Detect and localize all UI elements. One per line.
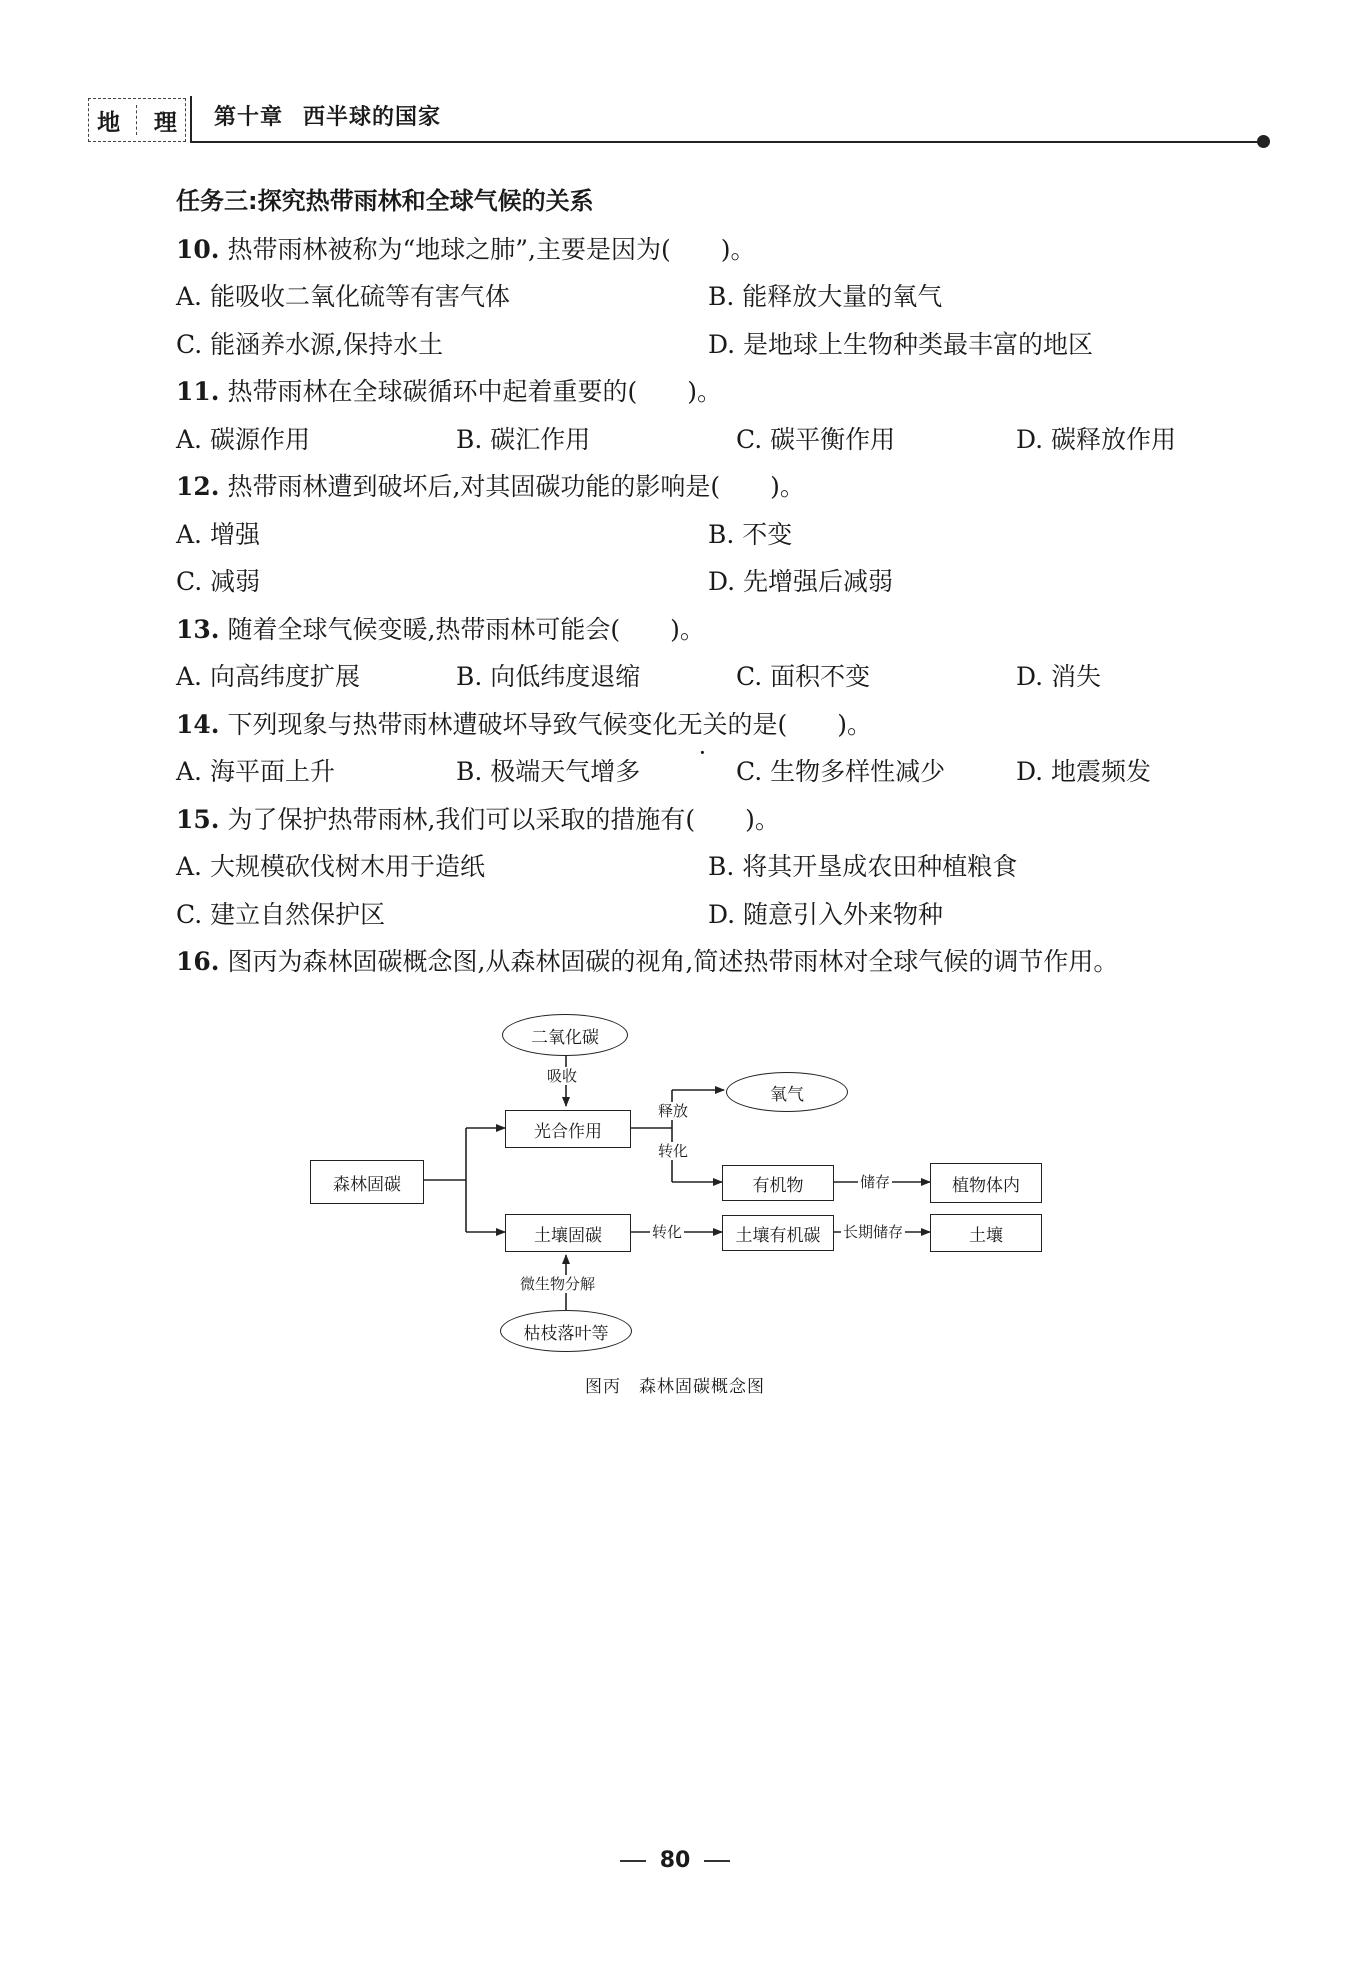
question-text: 图丙为森林固碳概念图,从森林固碳的视角,简述热带雨林对全球气候的调节作用。 [227, 947, 1119, 976]
option-d[interactable]: D. 消失 [1016, 662, 1102, 691]
page-number [0, 1848, 1350, 1873]
node-soil-organic: 土壤有机碳 [722, 1215, 834, 1251]
question-content [176, 178, 1296, 986]
question-15-stem [176, 796, 1296, 844]
node-photosynthesis: 光合作用 [505, 1110, 631, 1148]
question-13-stem [176, 606, 1296, 654]
option-c[interactable]: C. 碳平衡作用 [736, 424, 896, 454]
question-number: 11. [176, 377, 220, 406]
option-a[interactable]: A. 增强 [176, 519, 260, 549]
label-transform-1: 转化 [658, 1142, 689, 1160]
header-rule [190, 141, 1262, 143]
question-text: 热带雨林被称为“地球之肺”,主要是因为( )。 [227, 234, 756, 264]
question-14-stem [176, 701, 1296, 749]
question-10-options-row-1 [176, 273, 1296, 321]
page-number-value: 80 [659, 1848, 691, 1873]
question-text: 随着全球气候变暖,热带雨林可能会( )。 [227, 614, 705, 644]
emphasis-dotted-text: 无关 [677, 709, 728, 739]
node-litter: 枯枝落叶等 [500, 1310, 632, 1352]
page-number-dash-left [620, 1860, 646, 1862]
question-11-options [176, 416, 1296, 464]
subject-char-1: 地 [97, 109, 121, 136]
header-rule-dot [1257, 135, 1270, 148]
node-soil-carbon: 土壤固碳 [505, 1214, 631, 1252]
chapter-number: 第十章 [214, 104, 284, 130]
node-forest-carbon: 森林固碳 [310, 1160, 424, 1204]
subject-char-2: 理 [153, 109, 177, 136]
subject-label [88, 98, 186, 142]
question-text: 热带雨林遭到破坏后,对其固碳功能的影响是( )。 [227, 472, 805, 501]
option-b[interactable]: B. 碳汇作用 [456, 424, 591, 454]
question-number: 13. [176, 614, 220, 644]
question-text-before: 下列现象与热带雨林遭破坏导致气候变化 [227, 709, 678, 739]
section-title: 任务三:探究热带雨林和全球气候的关系 [176, 187, 594, 215]
question-15-options-row-1 [176, 843, 1296, 891]
page-number-dash-right [704, 1860, 730, 1862]
option-a[interactable]: A. 能吸收二氧化硫等有害气体 [176, 282, 510, 311]
figure-label: 图丙 [585, 1377, 621, 1397]
label-store: 储存 [860, 1173, 891, 1191]
option-d[interactable]: D. 地震频发 [1016, 757, 1152, 786]
question-12-stem [176, 463, 1296, 511]
node-organic: 有机物 [722, 1165, 834, 1201]
question-number: 16. [176, 947, 220, 976]
option-d[interactable]: D. 先增强后减弱 [708, 567, 894, 596]
option-d[interactable]: D. 碳释放作用 [1016, 424, 1177, 454]
option-b[interactable]: B. 将其开垦成农田种植粮食 [708, 852, 1018, 881]
question-14-options [176, 748, 1296, 796]
node-oxygen: 氧气 [726, 1072, 848, 1112]
forest-carbon-concept-diagram [300, 1010, 1060, 1360]
label-transform-2: 转化 [652, 1223, 683, 1241]
option-b[interactable]: B. 向低纬度退缩 [456, 662, 641, 691]
chapter-name: 西半球的国家 [303, 104, 442, 130]
option-c[interactable]: C. 生物多样性减少 [736, 757, 946, 786]
question-13-options [176, 653, 1296, 701]
label-decompose: 微生物分解 [520, 1275, 596, 1293]
option-a[interactable]: A. 向高纬度扩展 [176, 662, 360, 691]
label-release: 释放 [658, 1102, 689, 1120]
question-12-options-row-1 [176, 511, 1296, 559]
question-15-options-row-2 [176, 891, 1296, 939]
option-d[interactable]: D. 随意引入外来物种 [708, 899, 944, 929]
option-a[interactable]: A. 海平面上升 [176, 757, 335, 786]
option-c[interactable]: C. 减弱 [176, 567, 261, 596]
option-c[interactable]: C. 能涵养水源,保持水土 [176, 329, 444, 359]
node-soil: 土壤 [930, 1214, 1042, 1252]
question-11-stem [176, 368, 1296, 416]
question-12-options-row-2 [176, 558, 1296, 606]
option-c[interactable]: C. 建立自然保护区 [176, 899, 386, 929]
option-d[interactable]: D. 是地球上生物种类最丰富的地区 [708, 329, 1094, 359]
question-number: 14. [176, 709, 220, 739]
question-number: 15. [176, 804, 220, 834]
option-b[interactable]: B. 能释放大量的氧气 [708, 282, 943, 311]
label-absorb: 吸收 [547, 1067, 578, 1085]
option-b[interactable]: B. 不变 [708, 519, 793, 549]
option-a[interactable]: A. 碳源作用 [176, 424, 310, 454]
figure-title: 森林固碳概念图 [639, 1377, 765, 1397]
option-c[interactable]: C. 面积不变 [736, 662, 871, 691]
question-10-stem [176, 226, 1296, 274]
node-co2: 二氧化碳 [502, 1014, 628, 1056]
question-text: 热带雨林在全球碳循环中起着重要的( )。 [227, 377, 722, 406]
figure-caption [0, 1372, 1350, 1397]
label-long-store: 长期储存 [843, 1223, 904, 1241]
option-a[interactable]: A. 大规模砍伐树木用于造纸 [176, 852, 485, 881]
question-text-after: 的是( )。 [727, 709, 872, 739]
chapter-title [214, 100, 441, 131]
node-plant-body: 植物体内 [930, 1163, 1042, 1203]
subject-divider [136, 105, 137, 135]
option-b[interactable]: B. 极端天气增多 [456, 757, 641, 786]
question-text: 为了保护热带雨林,我们可以采取的措施有( )。 [227, 804, 780, 834]
question-number: 10. [176, 234, 220, 264]
question-number: 12. [176, 472, 220, 501]
header-divider [190, 96, 192, 142]
question-10-options-row-2 [176, 321, 1296, 369]
question-16-stem [176, 938, 1296, 986]
